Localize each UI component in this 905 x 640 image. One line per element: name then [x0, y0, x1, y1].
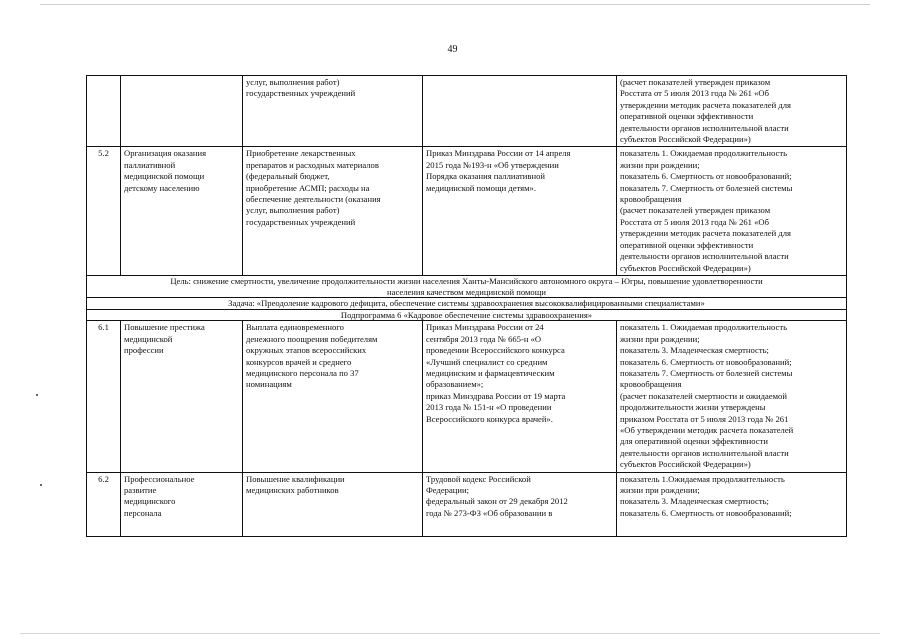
- scan-speck: [36, 394, 38, 396]
- cell-num: [87, 76, 121, 147]
- cell-indicators: показатель 1. Ожидаемая продолжительность жизни при рождении; показатель 6. Смертность от новообразований; показатель 7. Смертность от болезней системы кровообращения (расчет показателей утвержден приказом Росстата от 5 июля 2013 года № 261 «Об утверждении методик расчета показателей для оперативной оценки эффективности деятельности органов исполнительной власти субъектов Российской Федерации»): [617, 147, 847, 275]
- table-row-6-1: [87, 321, 847, 472]
- cell-legal-basis: Приказ Минздрава России от 24 сентября 2013 года № 665-н «О проведении Всероссийского конкурса «Лучший специалист со средним медицинским и фармацевтическим образованием»; приказ Минздрава России от 19 марта 2013 года № 151-н «О проведении Всероссийского конкурса врачей».: [423, 321, 617, 472]
- cell-activity: [121, 76, 243, 147]
- page-number: 49: [447, 44, 458, 55]
- table-row-continued: [87, 76, 847, 147]
- cell-indicators: [617, 472, 847, 536]
- cell-content: Трудовой кодекс Российской Федерации; федеральный закон от 29 декабря 2012 года № 273-ФЗ «Об образовании в: [426, 473, 568, 518]
- cell-description: услуг, выполнения работ) государственных учреждений: [243, 76, 423, 147]
- cell-description: Выплата единовременного денежного поощрения победителям окружных этапов всероссийских конкурсов врачей и среднего медицинского персонала по 37 номинациям: [243, 321, 423, 472]
- scan-edge-bottom: [20, 633, 880, 634]
- cell-activity: Организация оказания паллиативной медицинской помощи детскому населению: [121, 147, 243, 275]
- cell-legal-basis: Приказ Минздрава России от 14 апреля 2015 года №193-н «Об утверждении Порядка оказания паллиативной медицинской помощи детям».: [423, 147, 617, 275]
- goal-cell: Цель: снижение смертности, увеличение продолжительности жизни населения Ханты-Мансийского автономного округа – Югры, повышение удовлетворенности населения качеством медицинской помощи: [87, 275, 847, 297]
- cell-indicators: (расчет показателей утвержден приказом Росстата от 5 июля 2013 года № 261 «Об утверждении методик расчета показателей для оперативной оценки эффективности деятельности органов исполнительной власти субъектов Российской Федерации»): [617, 76, 847, 147]
- cell-content: Повышение квалификации медицинских работников: [246, 473, 345, 495]
- scan-edge-top: [40, 4, 870, 5]
- subprogram-row: [87, 309, 847, 321]
- cell-num: 5.2: [87, 147, 121, 275]
- cell-activity: Повышение престижа медицинской профессии: [121, 321, 243, 472]
- cell-legal-basis: [423, 472, 617, 536]
- table-row-5-2: [87, 147, 847, 275]
- table-row-6-2: [87, 472, 847, 536]
- task-cell: Задача: «Преодоление кадрового дефицита, обеспечение системы здравоохранения высококвалифицированными специалистами»: [87, 298, 847, 310]
- task-row: [87, 298, 847, 310]
- scan-speck: [40, 484, 42, 486]
- cell-legal-basis: [423, 76, 617, 147]
- cell-content: показатель 1.Ожидаемая продолжительность жизни при рождении; показатель 3. Младенческая смертность; показатель 6. Смертность от новообразований;: [620, 473, 792, 518]
- cell-num: 6.1: [87, 321, 121, 472]
- cell-indicators: показатель 1. Ожидаемая продолжительность жизни при рождении; показатель 3. Младенческая смертность; показатель 6. Смертность от новообразований; показатель 7. Смертность от болезней системы кровообращения (расчет показателей смертности и ожидаемой продолжительности жизни утверждены приказом Росстата от 5 июля 2013 года № 261 «Об утверждении методик расчета показателей для оперативной оценки эффективности деятельности органов исполнительной власти субъектов Российской Федерации»): [617, 321, 847, 472]
- cell-description: [243, 472, 423, 536]
- cell-description: Приобретение лекарственных препаратов и расходных материалов (федеральный бюджет, приобретение АСМП; расходы на обеспечение деятельности (оказания услуг, выполнения работ) государственных учреждений: [243, 147, 423, 275]
- subprogram-cell: Подпрограмма 6 «Кадровое обеспечение системы здравоохранения»: [87, 309, 847, 321]
- cell-num: 6.2: [87, 472, 121, 536]
- cell-activity: [121, 472, 243, 536]
- cell-content: Профессиональное развитие медицинского персонала: [124, 473, 195, 518]
- program-table: [86, 75, 847, 537]
- goal-row: [87, 275, 847, 297]
